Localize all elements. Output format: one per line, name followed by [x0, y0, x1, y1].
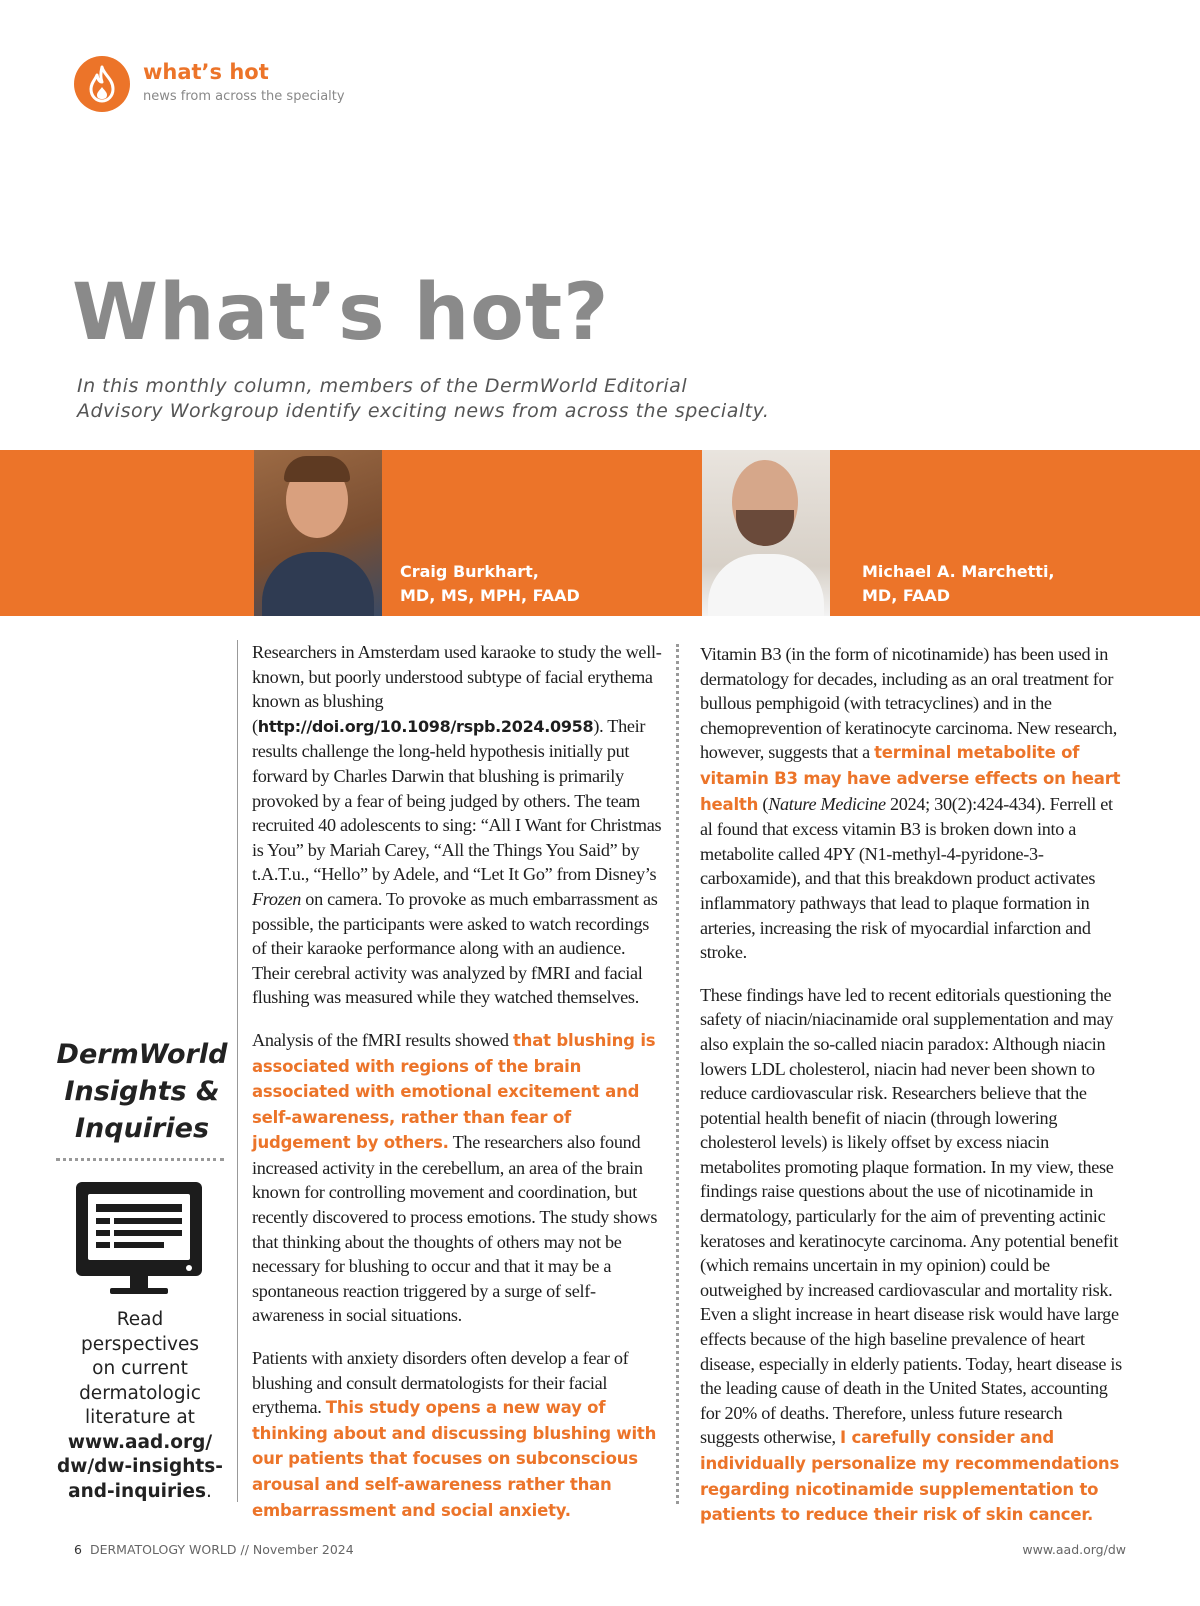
text: These findings have led to recent editorials questioning the safety of niacin/niacinamide oral supplementation and may also explain the so-called niacin paradox: Although niacin lowers LDL cholesterol, niacin had never been shown to reduce cardiovascular risk. Researchers believe that the potential health benefit of niacin (through lowering cholesterol levels) is likely offset by excess niacin metabolites promoting plaque formation. In my view, these findings raise questions about the use of nicotinamide in dermatology, particularly for the aim of preventing actinic keratoses and keratinocyte carcinoma. Any potential benefit (which remains uncertain in my opinion) could be outweighed by increased cardiovascular and mortality risk. Even a slight increase in heart disease risk would have large effects because of the high baseline prevalence of heart disease, especially in elderly patients. Today, heart disease is the leading cause of death in the United States, accounting for 20% of deaths. Therefore, unless future research suggests otherwise, — [700, 984, 1122, 1448]
text: ( — [758, 793, 769, 814]
flame-icon — [86, 65, 118, 103]
author-photo-burkhart — [254, 450, 382, 616]
author-name-burkhart — [400, 560, 580, 608]
whats-hot-logo — [74, 56, 130, 112]
photo-body-shape — [708, 554, 824, 616]
page-number: 6 — [74, 1542, 82, 1557]
footer-publication — [74, 1542, 354, 1557]
sidebar-text-line: Read — [116, 1309, 164, 1330]
sidebar-dotted-rule — [56, 1158, 224, 1161]
link-line[interactable]: and-inquiries — [68, 1480, 206, 1502]
sidebar-text-line: perspectives — [80, 1333, 200, 1355]
highlight-text: I carefully consider and individually personalize my recommendations regarding nicotinamide supplementation to patients to reduce their risk of skin cancer. — [700, 1428, 1120, 1525]
text: ). Their results challenge the long-held hypothesis initially put forward by Charles Darwin that blushing is primarily provoked by a fear of being judged by others. The team recruited 40 adolescents to sing: “All I Want for Christmas is You” by Mariah Carey, “All the Things You Said” by t.A.T.u., “Hello” by Adele, and “Let It Go” from Disney’s — [252, 715, 662, 885]
intro-line-1: In this monthly column, members of the DermWorld Editorial — [77, 375, 688, 397]
text: Researchers in Amsterdam used karaoke to study the well-known, but poorly understood subtype of facial erythema known as blushing ( — [252, 642, 662, 736]
column-divider — [676, 644, 679, 1504]
article-vitamin-b3 — [700, 642, 1124, 1546]
highlight-text: This study opens a new way of thinking about and discussing blushing with our patients that focuses on subconscious arousal and self-awareness rather than embarrassment and social anxiety. — [252, 1398, 657, 1520]
footer-url[interactable]: www.aad.org/dw — [1022, 1542, 1126, 1557]
link-line[interactable]: www.aad.org/ — [67, 1431, 213, 1453]
intro-text — [77, 374, 837, 424]
highlight-text: terminal metabolite of vitamin B3 may have adverse effects on heart health — [700, 743, 1121, 814]
author-photo-marchetti — [702, 450, 830, 616]
photo-body-shape — [262, 552, 374, 616]
author-name-line: Craig Burkhart, — [400, 562, 539, 581]
author-credentials: MD, FAAD — [862, 586, 950, 605]
sidebar-divider — [237, 640, 238, 1502]
insights-link[interactable] — [52, 1431, 228, 1505]
sidebar-text-line: on current — [92, 1358, 188, 1379]
paragraph — [700, 983, 1124, 1528]
section-subtitle: news from across the specialty — [143, 89, 345, 104]
doi-link[interactable]: http://doi.org/10.1098/rspb.2024.0958 — [257, 716, 594, 736]
monitor-icon — [74, 1180, 204, 1300]
link-line[interactable]: dw/dw-insights- — [57, 1456, 223, 1477]
sidebar-title — [56, 1036, 228, 1147]
paragraph — [252, 1028, 662, 1328]
highlight-text: that blushing is associated with regions of the brain associated with emotional excitement and self-awareness, rather than fear of judgement by others. — [252, 1030, 656, 1153]
italic-text: Nature Medicine — [768, 793, 886, 814]
text: 2024; 30(2):424-434). Ferrell et al found that excess vitamin B3 is broken down into a metabolite called 4PY (N1-methyl-4-pyridone-3-carboxamide), and that this breakdown product activates inflammatory pathways that lead to plaque formation in arteries, increasing the risk of myocardial infarction and stroke. — [700, 793, 1113, 963]
sidebar-text — [52, 1308, 228, 1504]
sidebar-title-line: Insights & — [64, 1076, 220, 1107]
section-title: what’s hot — [143, 60, 269, 84]
author-name-line: Michael A. Marchetti, — [862, 562, 1055, 581]
photo-beard-shape — [736, 510, 794, 546]
page-title: What’s hot? — [72, 268, 610, 358]
sidebar-text-line: dermatologic — [79, 1382, 201, 1404]
sidebar-title-line: DermWorld — [56, 1039, 228, 1070]
publication-name: DERMATOLOGY WORLD // November 2024 — [89, 1542, 354, 1557]
paragraph — [252, 640, 662, 1010]
text: The researchers also found increased activity in the cerebellum, an area of the brain known for controlling movement and coordination, but recently discovered to process emotions. The study shows that thinking about the thoughts of others may not be necessary for blushing to occur and that it may be a spontaneous reaction triggered by a surge of self-awareness in social situations. — [252, 1132, 658, 1326]
sidebar-text-line: literature at — [85, 1407, 195, 1428]
text: Vitamin B3 (in the form of nicotinamide) has been used in dermatology for decades, including as an oral treatment for bullous pemphigoid (with tetracyclines) and in the chemoprevention of keratinocyte carcinoma. New research, however, suggests that a — [700, 644, 1117, 763]
text: Patients with anxiety disorders often develop a fear of blushing and consult dermatologists for their facial erythema. — [252, 1348, 629, 1418]
paragraph — [252, 1346, 662, 1523]
author-credentials: MD, MS, MPH, FAAD — [400, 586, 580, 605]
photo-hair-shape — [284, 456, 350, 482]
author-name-marchetti — [862, 560, 1055, 608]
text: Analysis of the fMRI results showed — [252, 1029, 513, 1050]
italic-text: Frozen — [252, 888, 302, 909]
text: on camera. To provoke as much embarrassment as possible, the participants were asked to watch recordings of their karaoke performance along with an audience. Their cerebral activity was analyzed by fMRI and facial flushing was measured while they watched themselves. — [252, 888, 658, 1008]
link-period: . — [205, 1480, 212, 1502]
sidebar-title-line: Inquiries — [74, 1113, 210, 1144]
paragraph — [700, 642, 1124, 965]
intro-line-2: Advisory Workgroup identify exciting news from across the specialty. — [77, 400, 770, 422]
article-blushing — [252, 640, 662, 1541]
